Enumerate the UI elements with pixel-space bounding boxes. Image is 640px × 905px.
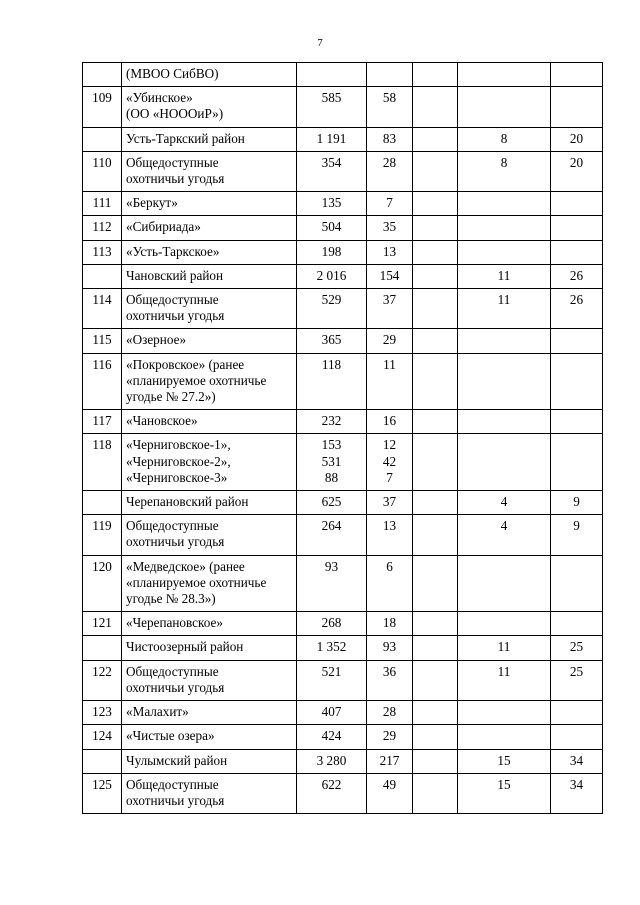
- ground-name-cell: [122, 192, 297, 216]
- extra-cell: [413, 701, 458, 725]
- district-row: [83, 127, 603, 151]
- value-line: 622: [321, 776, 342, 792]
- quota-cell: [367, 555, 413, 612]
- value-line: 7: [386, 469, 393, 485]
- ground-name-cell: [122, 410, 297, 434]
- value-line: 2 016: [316, 267, 347, 283]
- value-line: 58: [382, 90, 397, 106]
- area-cell: [297, 216, 367, 240]
- value-line: 9: [573, 518, 580, 534]
- row-number-cell: 125: [83, 773, 122, 813]
- name-line: охотничьи угодья: [126, 534, 225, 550]
- area-cell: [297, 329, 367, 353]
- value-line: 8: [500, 130, 508, 146]
- value-line: 407: [321, 704, 342, 720]
- extra-cell: [413, 329, 458, 353]
- quota-cell: [367, 87, 413, 127]
- limit-cell: [458, 410, 551, 434]
- value-line: 18: [382, 615, 397, 631]
- area-cell: [297, 749, 367, 773]
- ground-name-cell: [122, 353, 297, 410]
- total-cell: [551, 264, 603, 288]
- area-cell: [297, 434, 367, 491]
- limit-cell: [458, 192, 551, 216]
- district-name-cell: [122, 63, 297, 87]
- row-number-cell: 111: [83, 192, 122, 216]
- quota-cell: [367, 749, 413, 773]
- name-line: «Покровское» (ранее: [126, 356, 245, 372]
- name-line: Общедоступные: [126, 663, 219, 679]
- area-cell: [297, 555, 367, 612]
- row-number-cell: 124: [83, 725, 122, 749]
- table-row: [83, 289, 603, 329]
- value-line: 37: [382, 292, 397, 308]
- name-line: «Малахит»: [126, 704, 189, 720]
- value-line: 29: [382, 728, 397, 744]
- row-number-cell: [83, 63, 122, 87]
- total-cell: [551, 353, 603, 410]
- value-line: 11: [497, 292, 511, 308]
- extra-cell: [413, 434, 458, 491]
- row-number-cell: 123: [83, 701, 122, 725]
- value-line: 13: [382, 518, 397, 534]
- extra-cell: [413, 353, 458, 410]
- limit-cell: [458, 701, 551, 725]
- value-line: 26: [569, 267, 584, 283]
- extra-cell: [413, 127, 458, 151]
- value-line: 16: [382, 413, 397, 429]
- limit-cell: [458, 725, 551, 749]
- ground-name-cell: [122, 216, 297, 240]
- value-line: 529: [321, 292, 342, 308]
- total-cell: [551, 636, 603, 660]
- value-line: 11: [497, 663, 511, 679]
- value-line: 42: [382, 453, 397, 469]
- area-cell: [297, 151, 367, 191]
- value-line: 37: [382, 494, 397, 510]
- value-line: 93: [324, 558, 339, 574]
- row-number-cell: [83, 264, 122, 288]
- table-row: [83, 240, 603, 264]
- row-number-cell: 121: [83, 612, 122, 636]
- value-line: 12: [382, 437, 397, 453]
- area-cell: [297, 192, 367, 216]
- quota-cell: [367, 434, 413, 491]
- extra-cell: [413, 87, 458, 127]
- table-row: [83, 773, 603, 813]
- value-line: 26: [569, 292, 584, 308]
- row-number-cell: 120: [83, 555, 122, 612]
- quota-cell: [367, 127, 413, 151]
- district-row: [83, 636, 603, 660]
- value-line: 35: [382, 219, 397, 235]
- total-cell: [551, 773, 603, 813]
- row-number-cell: 109: [83, 87, 122, 127]
- total-cell: [551, 749, 603, 773]
- value-line: 4: [500, 494, 508, 510]
- limit-cell: [458, 127, 551, 151]
- ground-name-cell: [122, 151, 297, 191]
- value-line: 4: [500, 518, 508, 534]
- value-line: 25: [569, 639, 584, 655]
- total-cell: [551, 216, 603, 240]
- quota-cell: [367, 151, 413, 191]
- table-row: [83, 555, 603, 612]
- table-row: [83, 660, 603, 700]
- area-cell: [297, 725, 367, 749]
- table-row: [83, 216, 603, 240]
- value-line: 11: [497, 639, 511, 655]
- area-cell: [297, 612, 367, 636]
- ground-name-cell: [122, 434, 297, 491]
- limit-cell: [458, 434, 551, 491]
- extra-cell: [413, 289, 458, 329]
- quota-cell: [367, 192, 413, 216]
- value-line: 268: [321, 615, 342, 631]
- ground-name-cell: [122, 660, 297, 700]
- value-line: 11: [497, 267, 511, 283]
- row-number-cell: 115: [83, 329, 122, 353]
- area-cell: [297, 353, 367, 410]
- table-body: [83, 63, 603, 814]
- limit-cell: [458, 264, 551, 288]
- name-line: «Черниговское-1»,: [126, 437, 231, 453]
- area-cell: [297, 491, 367, 515]
- limit-cell: [458, 515, 551, 555]
- extra-cell: [413, 555, 458, 612]
- value-line: 1 191: [316, 130, 347, 146]
- extra-cell: [413, 660, 458, 700]
- value-line: 153: [321, 437, 342, 453]
- extra-cell: [413, 264, 458, 288]
- value-line: 15: [497, 752, 511, 768]
- value-line: 531: [321, 453, 342, 469]
- quota-cell: [367, 701, 413, 725]
- quota-cell: [367, 63, 413, 87]
- area-cell: [297, 636, 367, 660]
- district-row: [83, 63, 603, 87]
- area-cell: [297, 660, 367, 700]
- value-line: 118: [321, 356, 342, 372]
- name-line: Усть-Таркский район: [126, 130, 245, 146]
- extra-cell: [413, 63, 458, 87]
- name-line: «Чановское»: [126, 413, 198, 429]
- limit-cell: [458, 555, 551, 612]
- total-cell: [551, 555, 603, 612]
- extra-cell: [413, 491, 458, 515]
- extra-cell: [413, 216, 458, 240]
- value-line: 625: [321, 494, 342, 510]
- district-row: [83, 264, 603, 288]
- quota-cell: [367, 264, 413, 288]
- total-cell: [551, 289, 603, 329]
- extra-cell: [413, 612, 458, 636]
- limit-cell: [458, 749, 551, 773]
- name-line: охотничьи угодья: [126, 792, 225, 808]
- limit-cell: [458, 773, 551, 813]
- total-cell: [551, 151, 603, 191]
- ground-name-cell: [122, 329, 297, 353]
- extra-cell: [413, 410, 458, 434]
- district-name-cell: [122, 127, 297, 151]
- total-cell: [551, 515, 603, 555]
- quota-cell: [367, 329, 413, 353]
- name-line: Общедоступные: [126, 776, 219, 792]
- area-cell: [297, 773, 367, 813]
- name-line: «Сибириада»: [126, 219, 201, 235]
- name-line: Черепановский район: [126, 494, 249, 510]
- value-line: 504: [321, 219, 342, 235]
- name-line: «Усть-Таркское»: [126, 243, 220, 259]
- value-line: 521: [321, 663, 342, 679]
- quota-cell: [367, 660, 413, 700]
- value-line: 6: [386, 558, 393, 574]
- ground-name-cell: [122, 515, 297, 555]
- value-line: 3 280: [316, 752, 347, 768]
- limit-cell: [458, 636, 551, 660]
- table-row: [83, 87, 603, 127]
- quota-cell: [367, 353, 413, 410]
- district-name-cell: [122, 636, 297, 660]
- total-cell: [551, 491, 603, 515]
- table-row: [83, 434, 603, 491]
- name-line: угодье № 28.3»): [126, 591, 216, 607]
- name-line: «Чистые озера»: [126, 728, 215, 744]
- limit-cell: [458, 289, 551, 329]
- ground-name-cell: [122, 725, 297, 749]
- name-line: (МВОО СибВО): [126, 66, 219, 81]
- ground-name-cell: [122, 701, 297, 725]
- table-row: [83, 151, 603, 191]
- value-line: 83: [382, 130, 397, 146]
- name-line: охотничьи угодья: [126, 171, 225, 187]
- value-line: 25: [569, 663, 584, 679]
- limit-cell: [458, 63, 551, 87]
- table-row: [83, 410, 603, 434]
- total-cell: [551, 240, 603, 264]
- ground-name-cell: [122, 773, 297, 813]
- table-row: [83, 701, 603, 725]
- value-line: 424: [321, 728, 342, 744]
- ground-name-cell: [122, 612, 297, 636]
- total-cell: [551, 127, 603, 151]
- value-line: 34: [569, 752, 584, 768]
- district-row: [83, 491, 603, 515]
- quota-cell: [367, 515, 413, 555]
- total-cell: [551, 87, 603, 127]
- area-cell: [297, 410, 367, 434]
- row-number-cell: 119: [83, 515, 122, 555]
- row-number-cell: [83, 491, 122, 515]
- row-number-cell: 112: [83, 216, 122, 240]
- limit-cell: [458, 612, 551, 636]
- ground-name-cell: [122, 555, 297, 612]
- name-line: «Черниговское-3»: [126, 469, 228, 485]
- value-line: 232: [321, 413, 342, 429]
- quota-cell: [367, 216, 413, 240]
- name-line: «планируемое охотничье: [126, 574, 267, 590]
- limit-cell: [458, 216, 551, 240]
- name-line: охотничьи угодья: [126, 679, 225, 695]
- row-number-cell: 116: [83, 353, 122, 410]
- extra-cell: [413, 636, 458, 660]
- total-cell: [551, 701, 603, 725]
- table-row: [83, 725, 603, 749]
- value-line: 154: [379, 267, 400, 283]
- name-line: «планируемое охотничье: [126, 372, 267, 388]
- value-line: 28: [382, 704, 397, 720]
- total-cell: [551, 434, 603, 491]
- name-line: охотничьи угодья: [126, 308, 225, 324]
- name-line: Общедоступные: [126, 154, 219, 170]
- value-line: 198: [321, 243, 342, 259]
- limit-cell: [458, 660, 551, 700]
- ground-name-cell: [122, 289, 297, 329]
- quota-cell: [367, 636, 413, 660]
- value-line: 1 352: [316, 639, 347, 655]
- quota-cell: [367, 240, 413, 264]
- extra-cell: [413, 240, 458, 264]
- quota-cell: [367, 773, 413, 813]
- row-number-cell: [83, 127, 122, 151]
- name-line: Общедоступные: [126, 292, 219, 308]
- name-line: «Беркут»: [126, 195, 178, 211]
- value-line: 365: [321, 332, 342, 348]
- limit-cell: [458, 329, 551, 353]
- table-row: [83, 329, 603, 353]
- hunting-grounds-table: [82, 62, 603, 814]
- value-line: 217: [379, 752, 400, 768]
- value-line: 8: [500, 154, 508, 170]
- limit-cell: [458, 151, 551, 191]
- value-line: 135: [321, 195, 342, 211]
- value-line: 585: [321, 90, 342, 106]
- name-line: Чулымский район: [126, 752, 228, 768]
- value-line: 13: [382, 243, 397, 259]
- total-cell: [551, 192, 603, 216]
- area-cell: [297, 240, 367, 264]
- row-number-cell: 117: [83, 410, 122, 434]
- area-cell: [297, 127, 367, 151]
- district-name-cell: [122, 264, 297, 288]
- total-cell: [551, 329, 603, 353]
- value-line: 36: [382, 663, 397, 679]
- total-cell: [551, 660, 603, 700]
- area-cell: [297, 515, 367, 555]
- area-cell: [297, 63, 367, 87]
- quota-cell: [367, 725, 413, 749]
- row-number-cell: 114: [83, 289, 122, 329]
- value-line: 7: [386, 195, 393, 211]
- value-line: 20: [569, 154, 584, 170]
- quota-cell: [367, 289, 413, 329]
- name-line: «Убинское»: [126, 90, 193, 106]
- value-line: 264: [321, 518, 342, 534]
- limit-cell: [458, 87, 551, 127]
- page-number: 7: [317, 37, 323, 49]
- name-line: Общедоступные: [126, 518, 219, 534]
- quota-cell: [367, 612, 413, 636]
- table-row: [83, 353, 603, 410]
- table-row: [83, 192, 603, 216]
- extra-cell: [413, 749, 458, 773]
- district-name-cell: [122, 749, 297, 773]
- extra-cell: [413, 725, 458, 749]
- extra-cell: [413, 515, 458, 555]
- value-line: 49: [382, 776, 397, 792]
- value-line: 15: [497, 776, 511, 792]
- value-line: 28: [382, 154, 397, 170]
- total-cell: [551, 410, 603, 434]
- value-line: 88: [324, 469, 339, 485]
- row-number-cell: 113: [83, 240, 122, 264]
- name-line: «Озерное»: [126, 332, 187, 348]
- total-cell: [551, 63, 603, 87]
- table-row: [83, 515, 603, 555]
- value-line: 354: [321, 154, 342, 170]
- extra-cell: [413, 773, 458, 813]
- district-name-cell: [122, 491, 297, 515]
- limit-cell: [458, 491, 551, 515]
- row-number-cell: [83, 636, 122, 660]
- name-line: «Медведское» (ранее: [126, 558, 245, 574]
- area-cell: [297, 264, 367, 288]
- table-row: [83, 612, 603, 636]
- value-line: 20: [569, 130, 584, 146]
- value-line: 9: [573, 494, 580, 510]
- limit-cell: [458, 240, 551, 264]
- total-cell: [551, 725, 603, 749]
- name-line: «Черниговское-2»,: [126, 453, 231, 469]
- row-number-cell: [83, 749, 122, 773]
- name-line: (ОО «НОООиР»): [126, 106, 224, 122]
- row-number-cell: 110: [83, 151, 122, 191]
- quota-cell: [367, 491, 413, 515]
- name-line: угодье № 27.2»): [126, 389, 216, 405]
- extra-cell: [413, 151, 458, 191]
- district-row: [83, 749, 603, 773]
- value-line: 93: [382, 639, 397, 655]
- extra-cell: [413, 192, 458, 216]
- area-cell: [297, 289, 367, 329]
- value-line: 29: [382, 332, 397, 348]
- row-number-cell: 118: [83, 434, 122, 491]
- name-line: Чистоозерный район: [126, 639, 244, 655]
- row-number-cell: 122: [83, 660, 122, 700]
- ground-name-cell: [122, 87, 297, 127]
- area-cell: [297, 87, 367, 127]
- name-line: «Черепановское»: [126, 615, 223, 631]
- value-line: 34: [569, 776, 584, 792]
- total-cell: [551, 612, 603, 636]
- quota-cell: [367, 410, 413, 434]
- name-line: Чановский район: [126, 267, 224, 283]
- area-cell: [297, 701, 367, 725]
- limit-cell: [458, 353, 551, 410]
- ground-name-cell: [122, 240, 297, 264]
- value-line: 11: [383, 356, 396, 372]
